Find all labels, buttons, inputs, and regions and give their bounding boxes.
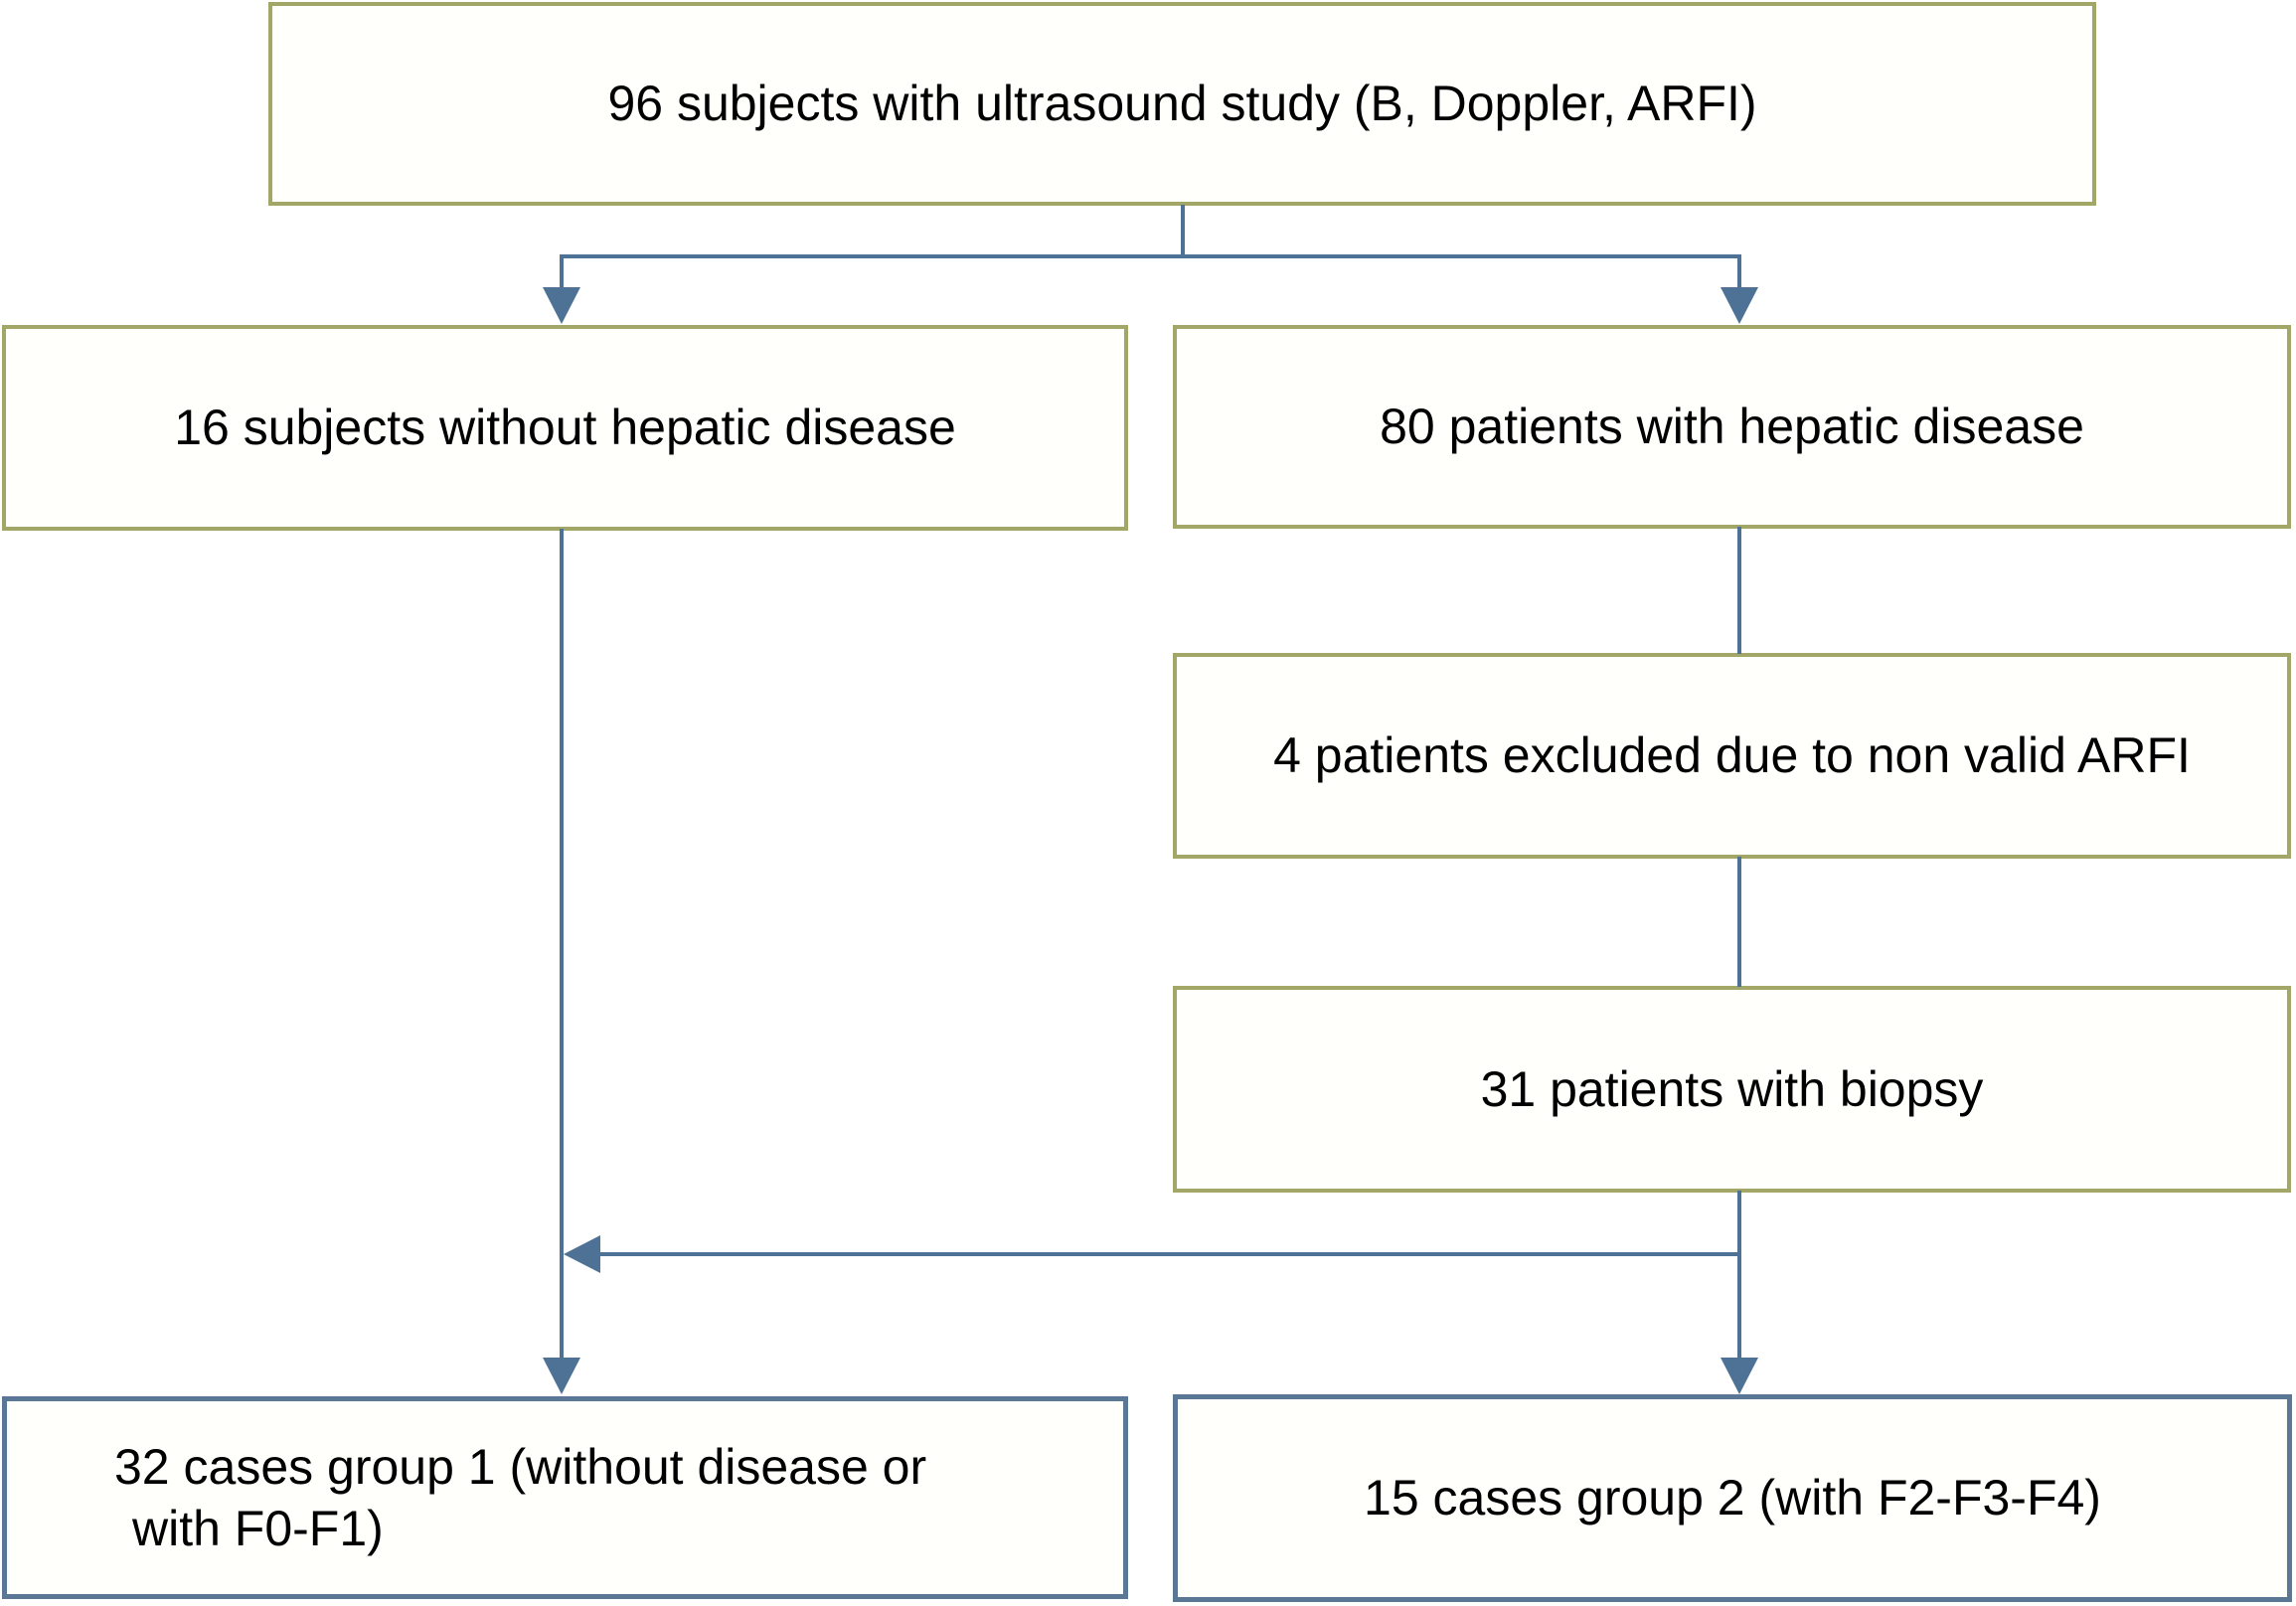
connector-no-disease-group1	[560, 529, 564, 1360]
connector-drop-right	[1737, 254, 1741, 290]
arrowhead-into-group1	[543, 1358, 580, 1394]
arrowhead-into-disease	[1721, 287, 1758, 324]
node-group1-line1: 32 cases group 1 (without disease or	[114, 1438, 927, 1495]
node-root-label: 96 subjects with ultrasound study (B, Doppler, ARFI)	[607, 76, 1757, 132]
node-group2-label: 15 cases group 2 (with F2-F3-F4)	[1364, 1470, 2101, 1526]
connector-root-stub	[1181, 205, 1185, 258]
node-group2	[1173, 1394, 2292, 1602]
connector-excluded-biopsy	[1737, 857, 1741, 987]
arrowhead-into-group2	[1721, 1358, 1758, 1394]
node-biopsy-label: 31 patients with biopsy	[1480, 1060, 1984, 1117]
node-group1-label	[7, 1436, 956, 1560]
connector-biopsy-group2	[1737, 1191, 1741, 1360]
arrowhead-junction-left	[564, 1235, 600, 1273]
node-excluded-label: 4 patients excluded due to non valid ARFI	[1273, 727, 2191, 784]
node-disease-label: 80 patients with hepatic disease	[1380, 399, 2084, 455]
connector-branch-horizontal	[560, 254, 1741, 258]
connector-junction-horizontal	[598, 1252, 1741, 1256]
node-root	[268, 2, 2096, 206]
node-excluded	[1173, 653, 2291, 859]
node-biopsy	[1173, 986, 2291, 1193]
arrowhead-into-no-disease	[543, 287, 580, 324]
connector-drop-left	[560, 254, 564, 290]
node-group1	[2, 1396, 1128, 1599]
node-disease	[1173, 325, 2291, 529]
node-group1-line2: with F0-F1)	[132, 1501, 384, 1556]
node-no-disease-label: 16 subjects without hepatic disease	[174, 400, 956, 456]
node-no-disease	[2, 325, 1128, 531]
connector-disease-excluded	[1737, 527, 1741, 654]
